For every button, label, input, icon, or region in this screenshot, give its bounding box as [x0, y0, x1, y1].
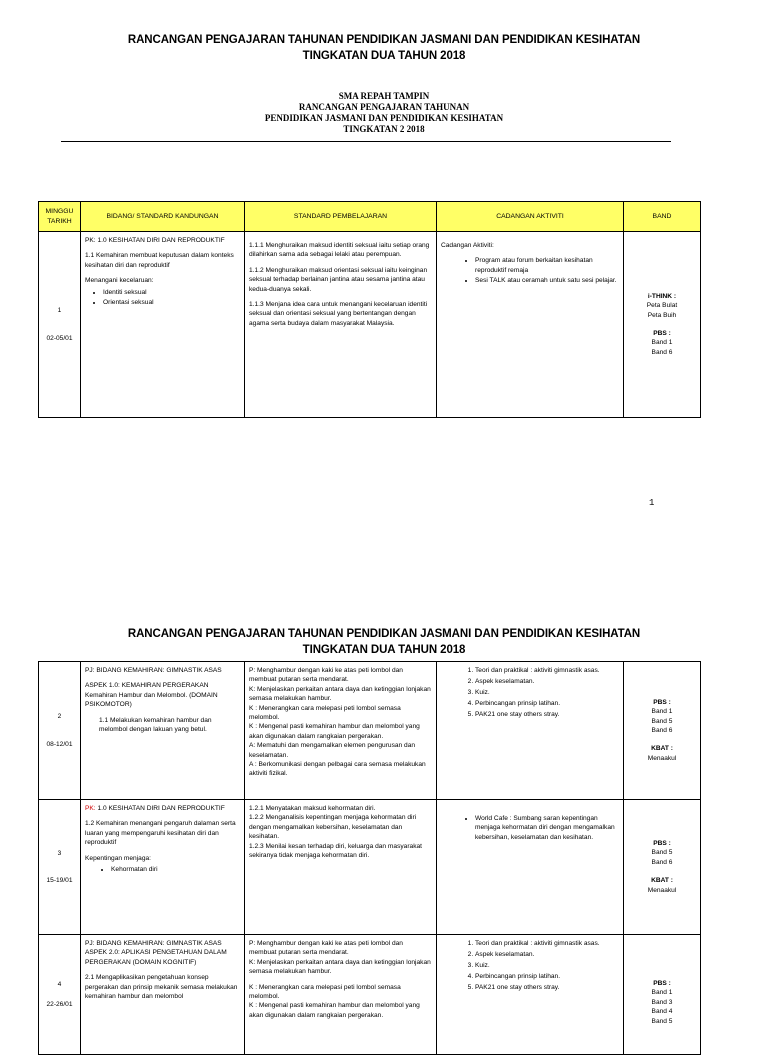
content-standard-cell [81, 662, 245, 800]
content-paragraph: 1.1 Melakukan kemahiran hambur dan melombol dengan lakuan yang betul. [99, 716, 212, 734]
content-title: 1.0 KESIHATAN DIRI DAN REPRODUKTIF [95, 805, 225, 812]
list-item: • Orientasi seksual [103, 298, 240, 307]
learning-paragraph: 1.1.2 Menghuraikan maksud orientasi seksual iaitu keinginan seksual terhadap berlainan jantina atau sesama jantina atau kedua-duanya sekali. [249, 266, 428, 293]
learning-line: A : Berkomunikasi dengan pelbagai cara semasa melakukan aktiviti fizikal. [249, 761, 426, 778]
band-line: Band 5 [651, 849, 673, 857]
week-date: 08-12/01 [46, 740, 73, 748]
activity-intro: Cadangan Aktiviti: [441, 242, 494, 249]
content-paragraph: 1.2 Kemahiran menangani pengaruh dalaman serta luaran yang mempengaruhi kesihatan diri dan reproduktif [85, 820, 236, 847]
table-header-row [39, 202, 701, 232]
learning-paragraph: 1.1.1 Menghuraikan maksud identiti seksual iaitu setiap orang dilahirkan sama ada sebagai lelaki atau perempuan. [249, 242, 430, 259]
band-line: PBS : [653, 698, 671, 706]
learning-line: K : Mengenal pasti kemahiran hambur dan melombol yang akan digunakan dalam rangkaian pergerakan. [249, 723, 420, 740]
content-bullet-list [85, 288, 240, 308]
learning-standard-cell [245, 232, 437, 418]
learning-line: 1.2.1 Menyatakan maksud kehormatan diri. [249, 805, 376, 812]
learning-paragraph: 1.1.3 Menjana idea cara untuk menangani kecelaruan identiti seksual dan orientasi seksual yang bertentangan dengan agama serta budaya dalam masyarakat Malaysia. [249, 301, 428, 327]
week-number: 2 [57, 713, 62, 721]
band-line: KBAT : [651, 877, 673, 885]
band-line: Peta Bulat [646, 302, 678, 310]
week-number: 4 [57, 981, 62, 989]
table-row [39, 232, 701, 418]
learning-line: K : Menerangkan cara melepasi peti lombol semasa melombol. [249, 704, 401, 722]
band-line: Menaakul [647, 886, 677, 894]
content-title: PK: 1.0 KESIHATAN DIRI DAN REPRODUKTIF [85, 237, 225, 244]
spacer [628, 867, 696, 876]
content-domain-tag: PK: [85, 805, 96, 812]
document-title: RANCANGAN PENGAJARAN TAHUNAN PENDIDIKAN JASMANI DAN PENDIDIKAN KESIHATAN [127, 628, 641, 640]
document-subtitle: TINGKATAN DUA TAHUN 2018 [302, 50, 466, 62]
learning-line: K: Menjelaskan perkaitan antara daya dan ketinggian lonjakan semasa melakukan hambur. [249, 958, 431, 976]
content-bullet-list [85, 865, 240, 874]
header-activity: CADANGAN AKTIVITI [437, 202, 624, 232]
learning-line: P: Menghambur dengan kaki ke atas peti lombol dan membuat putaran serta mendarat. [249, 940, 403, 957]
table-row [39, 800, 701, 935]
band-line: i-THINK : [647, 292, 677, 300]
list-item: 3. Kuiz. [475, 688, 619, 697]
activity-cell [437, 935, 624, 1055]
list-item: • World Cafe : Sumbang saran kepentingan menjaga kehormatan diri dengan mengamalkan kebersihan, keselamatan dan kesihatan. [475, 814, 619, 842]
band-cell [624, 800, 701, 935]
week-cell [39, 935, 81, 1055]
week-date: 02-05/01 [46, 334, 73, 342]
list-item: 4. Perbincangan prinsip latihan. [475, 699, 619, 708]
band-line: Band 6 [651, 858, 673, 866]
activity-bullet-list [441, 814, 619, 842]
document-title: RANCANGAN PENGAJARAN TAHUNAN PENDIDIKAN JASMANI DAN PENDIDIKAN KESIHATAN [127, 34, 641, 46]
week-cell [39, 800, 81, 935]
header-band: BAND [624, 202, 701, 232]
activity-numbered-list [441, 939, 619, 992]
content-paragraph: 1.1 Kemahiran membuat keputusan dalam konteks kesihatan diri dan reproduktif [85, 252, 234, 269]
content-paragraph: ASPEK 1.0: KEMAHIRAN PERGERAKAN Kemahiran Hambur dan Melombol. (DOMAIN PSIKOMOTOR) [85, 682, 218, 709]
list-item: 4. Perbincangan prinsip latihan. [475, 972, 619, 981]
band-line: Band 3 [651, 998, 673, 1006]
document-page-2 [0, 598, 768, 1024]
horizontal-rule [61, 141, 671, 142]
activity-cell [437, 662, 624, 800]
learning-line: 1.2.3 Menilai kesan terhadap diri, keluarga dan masyarakat sekiranya tidak menjaga kehormatan diri. [249, 842, 423, 860]
week-date: 15-19/01 [46, 877, 73, 884]
header-learning-standard: STANDARD PEMBELAJARAN [245, 202, 437, 232]
week-number: 3 [57, 849, 62, 857]
band-line: PBS : [653, 839, 671, 847]
lesson-plan-table [38, 661, 701, 1055]
page-separator [0, 584, 768, 598]
content-standard-cell [81, 232, 245, 418]
band-line: Band 4 [651, 1008, 673, 1016]
spacer [628, 320, 696, 329]
content-paragraph: Kepentingan menjaga: [85, 854, 151, 862]
learning-line: 1.2.2 Menganalisis kepentingan menjaga kehormatan diri dengan mengamalkan kebersihan, keselamatan dan kesihatan. [249, 814, 417, 841]
band-line: Band 1 [651, 989, 673, 997]
page-number: 1 [649, 498, 655, 508]
band-line: Band 5 [651, 1017, 673, 1025]
band-cell [624, 935, 701, 1055]
week-cell [39, 232, 81, 418]
activity-cell [437, 800, 624, 935]
list-item: 2. Aspek keselamatan. [475, 677, 619, 686]
list-item: 1. Teori dan praktikal : aktiviti gimnastik asas. [475, 666, 619, 675]
learning-line: A: Mematuhi dan mengamalkan elemen pengurusan dan keselamatan. [249, 742, 416, 759]
learning-standard-cell [245, 935, 437, 1055]
band-line: KBAT : [651, 745, 673, 753]
list-item: • Identiti seksual [103, 288, 240, 297]
spacer [628, 735, 696, 744]
list-item: • Sesi TALK atau ceramah untuk satu sesi pelajar. [475, 276, 619, 285]
school-name: SMA REPAH TAMPIN [338, 91, 430, 101]
learning-line: K: Menjelaskan perkaitan antara daya dan ketinggian lonjakan semasa melakukan hambur. [249, 685, 431, 703]
band-cell [624, 662, 701, 800]
list-item: 5. PAK21 one stay others stray. [475, 983, 619, 992]
band-line: PBS : [653, 980, 671, 987]
school-heading-line: RANCANGAN PENGAJARAN TAHUNAN [298, 102, 470, 112]
list-item: 1. Teori dan praktikal : aktiviti gimnastik asas. [475, 939, 619, 948]
band-line: Band 6 [651, 727, 673, 734]
learning-standard-cell [245, 662, 437, 800]
band-line: Band 1 [651, 339, 673, 347]
content-standard-cell [81, 935, 245, 1055]
content-title: PJ: BIDANG KEMAHIRAN: GIMNASTIK ASAS ASPEK 2.0: APLIKASI PENGETAHUAN DALAM PERGERAKAN (DOMAIN KOGNITIF) [85, 940, 227, 966]
band-cell [624, 232, 701, 418]
table-row [39, 662, 701, 800]
activity-cell [437, 232, 624, 418]
content-paragraph: Menangani kecelaruan: [85, 277, 154, 285]
lesson-plan-table [38, 201, 701, 418]
list-item: 3. Kuiz. [475, 961, 619, 970]
band-line: Peta Buih [647, 311, 677, 319]
week-date: 22-26/01 [46, 1000, 73, 1008]
band-line: Band 1 [651, 708, 673, 716]
week-number: 1 [57, 307, 62, 315]
list-item: • Program atau forum berkaitan kesihatan reproduktif remaja [475, 256, 619, 275]
list-item: 2. Aspek keselamatan. [475, 950, 619, 959]
list-item: 5. PAK21 one stay others stray. [475, 710, 619, 719]
header-content-standard: BIDANG/ STANDARD KANDUNGAN [81, 202, 245, 232]
list-item: • Kehormatan diri [111, 865, 240, 874]
learning-line: K : Mengenal pasti kemahiran hambur dan melombol yang akan digunakan dalam rangkaian pergerakan. [249, 1002, 420, 1019]
week-cell [39, 662, 81, 800]
band-line: PBS : [653, 330, 671, 337]
activity-bullet-list [441, 256, 619, 285]
learning-line: K : Menerangkan cara melepasi peti lombol semasa melombol. [249, 983, 401, 1001]
document-subtitle: TINGKATAN DUA TAHUN 2018 [302, 644, 466, 656]
table-row [39, 935, 701, 1055]
header-week: MINGGU TARIKH [39, 202, 81, 232]
content-title: PJ: BIDANG KEMAHIRAN: GIMNASTIK ASAS [85, 667, 222, 674]
content-standard-cell [81, 800, 245, 935]
learning-standard-cell [245, 800, 437, 935]
content-paragraph: 2.1 Mengaplikasikan pengetahuan konsep pergerakan dan prinsip mekanik semasa melakukan kemahiran hambur dan melombol [85, 974, 238, 1001]
band-line: Band 5 [651, 717, 673, 725]
band-line: Band 6 [651, 348, 673, 356]
school-heading-line: PENDIDIKAN JASMANI DAN PENDIDIKAN KESIHATAN [264, 113, 504, 123]
school-heading-line: TINGKATAN 2 2018 [343, 124, 425, 134]
activity-numbered-list [441, 666, 619, 719]
learning-line: P: Menghambur dengan kaki ke atas peti lombol dan membuat putaran serta mendarat. [249, 667, 403, 684]
band-line: Menaakul [647, 754, 677, 762]
